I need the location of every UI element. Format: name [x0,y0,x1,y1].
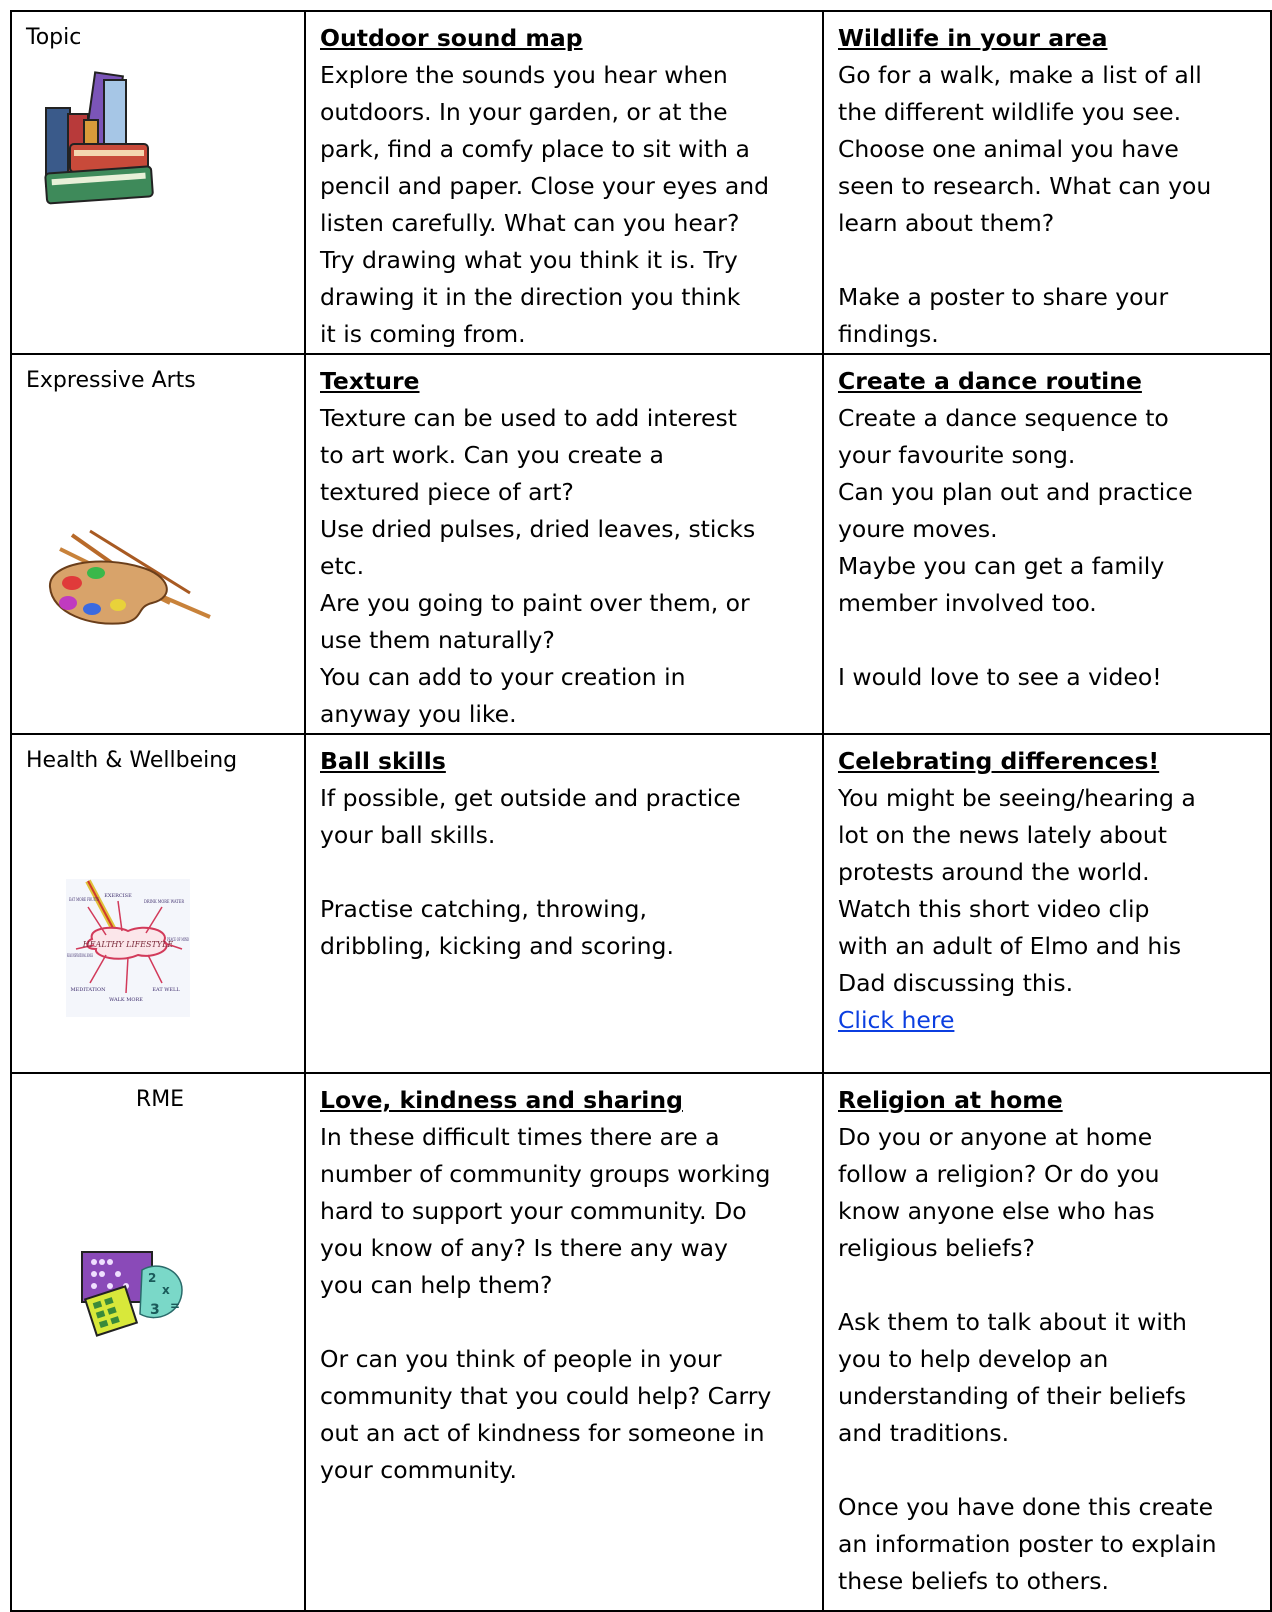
mindmap-item: MEDITATION [70,987,106,993]
activity-text: anyway you like. [320,700,517,728]
activity-text: Dad discussing this. [838,969,1074,997]
activity-text: outdoors. In your garden, or at the [320,98,728,126]
activity-text: it is coming from. [320,320,526,348]
mindmap-item: PEACE OF MIND [167,937,189,943]
activity-table [10,10,1272,1612]
activity-text: You can add to your creation in [320,663,686,691]
mindmap-item: EAT WELL [152,987,180,993]
activity-text: You might be seeing/hearing a [838,784,1196,812]
activity-text: community that you could help? Carry [320,1382,772,1410]
activity-text: Choose one animal you have [838,135,1179,163]
activity-text: Use dried pulses, dried leaves, sticks [320,515,756,543]
click-here-link[interactable]: Click here [838,1006,955,1034]
books-icon [40,66,160,206]
activity-text: If possible, get outside and practice [320,784,741,812]
activity-text: In these difficult times there are a [320,1123,720,1151]
activity-text: Go for a walk, make a list of all [838,61,1202,89]
subject-label: Topic [26,25,82,50]
activity-text: drawing it in the direction you think [320,283,741,311]
activity-text: protests around the world. [838,858,1150,886]
activity-text: member involved too. [838,589,1097,617]
activity-text: Ask them to talk about it with [838,1308,1187,1336]
activity-text [838,242,1262,279]
activity-text: youre moves. [838,515,998,543]
activity-text: hard to support your community. Do [320,1197,747,1225]
svg-text:=: = [170,1299,181,1313]
activity-text: Create a dance sequence to [838,404,1169,432]
activity-text: Watch this short video clip [838,895,1150,923]
activity-text: out an act of kindness for someone in [320,1419,765,1447]
activity-text: know anyone else who has [838,1197,1155,1225]
activity-text: your ball skills. [320,821,496,849]
subject-label: Expressive Arts [26,368,196,393]
svg-text:2: 2 [148,1271,157,1285]
paint-palette-icon [40,527,210,627]
activity-text: park, find a comfy place to sit with a [320,135,750,163]
activity-text: Maybe you can get a family [838,552,1165,580]
activity-text: Try drawing what you think it is. Try [320,246,738,274]
activity-cell [305,734,823,1073]
activity-text: to art work. Can you create a [320,441,664,469]
activity-cell [823,734,1271,1073]
activity-cell [823,1073,1271,1611]
activity-cell [305,1073,823,1611]
subject-label: RME [135,1087,185,1112]
activity-text: etc. [320,552,365,580]
activity-text [320,1304,814,1341]
activity-text [838,1267,1262,1304]
activity-text: findings. [838,320,939,348]
activity-text [320,854,814,891]
activity-text: pencil and paper. Close your eyes and [320,172,770,200]
activity-heading: Texture [320,367,420,395]
activity-heading: Create a dance routine [838,367,1142,395]
activity-text: an information poster to explain [838,1530,1217,1558]
mindmap-item: DRINK MORE WATER [144,899,185,905]
activity-text: and traditions. [838,1419,1010,1447]
activity-text: religious beliefs? [838,1234,1035,1262]
activity-text: Practise catching, throwing, [320,895,647,923]
activity-text: with an adult of Elmo and his [838,932,1182,960]
activity-text [838,622,1262,659]
activity-cell [823,354,1271,734]
table-row [11,1073,1271,1611]
mindmap-item: READ INSPIRATIONAL BOOKS [67,953,94,959]
activity-heading: Celebrating differences! [838,747,1160,775]
activity-heading: Ball skills [320,747,446,775]
abacus-numbers-icon [78,1240,188,1340]
activity-text: use them naturally? [320,626,555,654]
activity-text: listen carefully. What can you hear? [320,209,740,237]
activity-text: Make a poster to share your [838,283,1169,311]
activity-heading: Religion at home [838,1086,1063,1114]
activity-text: learn about them? [838,209,1055,237]
subject-cell [11,734,305,1073]
activity-text: Can you plan out and practice [838,478,1193,506]
mindmap-item: WALK MORE [109,997,143,1003]
activity-heading: Love, kindness and sharing [320,1086,683,1114]
activity-heading: Outdoor sound map [320,24,583,52]
activity-text: textured piece of art? [320,478,574,506]
activity-text: you know of any? Is there any way [320,1234,728,1262]
activity-text: Do you or anyone at home [838,1123,1153,1151]
activity-heading: Wildlife in your area [838,24,1108,52]
activity-text: Explore the sounds you hear when [320,61,728,89]
healthy-lifestyle-mindmap-icon [66,879,190,1017]
activity-cell [823,11,1271,354]
activity-cell [305,11,823,354]
activity-text: these beliefs to others. [838,1567,1109,1595]
activity-text: number of community groups working [320,1160,771,1188]
activity-text: understanding of their beliefs [838,1382,1187,1410]
activity-text: Or can you think of people in your [320,1345,722,1373]
mindmap-center-text: HEALTHY LIFESTYLE [82,940,174,949]
activity-text: your community. [320,1456,517,1484]
activity-text: Once you have done this create [838,1493,1214,1521]
activity-text: your favourite song. [838,441,1076,469]
activity-text: Texture can be used to add interest [320,404,737,432]
table-row [11,734,1271,1073]
activity-text: the different wildlife you see. [838,98,1182,126]
activity-text: follow a religion? Or do you [838,1160,1160,1188]
activity-text: Are you going to paint over them, or [320,589,750,617]
svg-text:3: 3 [150,1302,160,1318]
table-row [11,11,1271,354]
activity-text: seen to research. What can you [838,172,1212,200]
mindmap-item: EAT MORE FRUITS [69,897,100,903]
subject-label: Health & Wellbeing [26,748,238,773]
activity-text: dribbling, kicking and scoring. [320,932,674,960]
table-row [11,354,1271,734]
subject-cell [11,354,305,734]
activity-text: you to help develop an [838,1345,1109,1373]
activity-text: lot on the news lately about [838,821,1167,849]
activity-cell [305,354,823,734]
activity-text: you can help them? [320,1271,553,1299]
subject-cell [11,1073,305,1611]
mindmap-item: EXERCISE [104,893,132,899]
subject-cell [11,11,305,354]
svg-text:x: x [162,1283,170,1297]
activity-text: I would love to see a video! [838,663,1162,691]
activity-text [838,1452,1262,1489]
